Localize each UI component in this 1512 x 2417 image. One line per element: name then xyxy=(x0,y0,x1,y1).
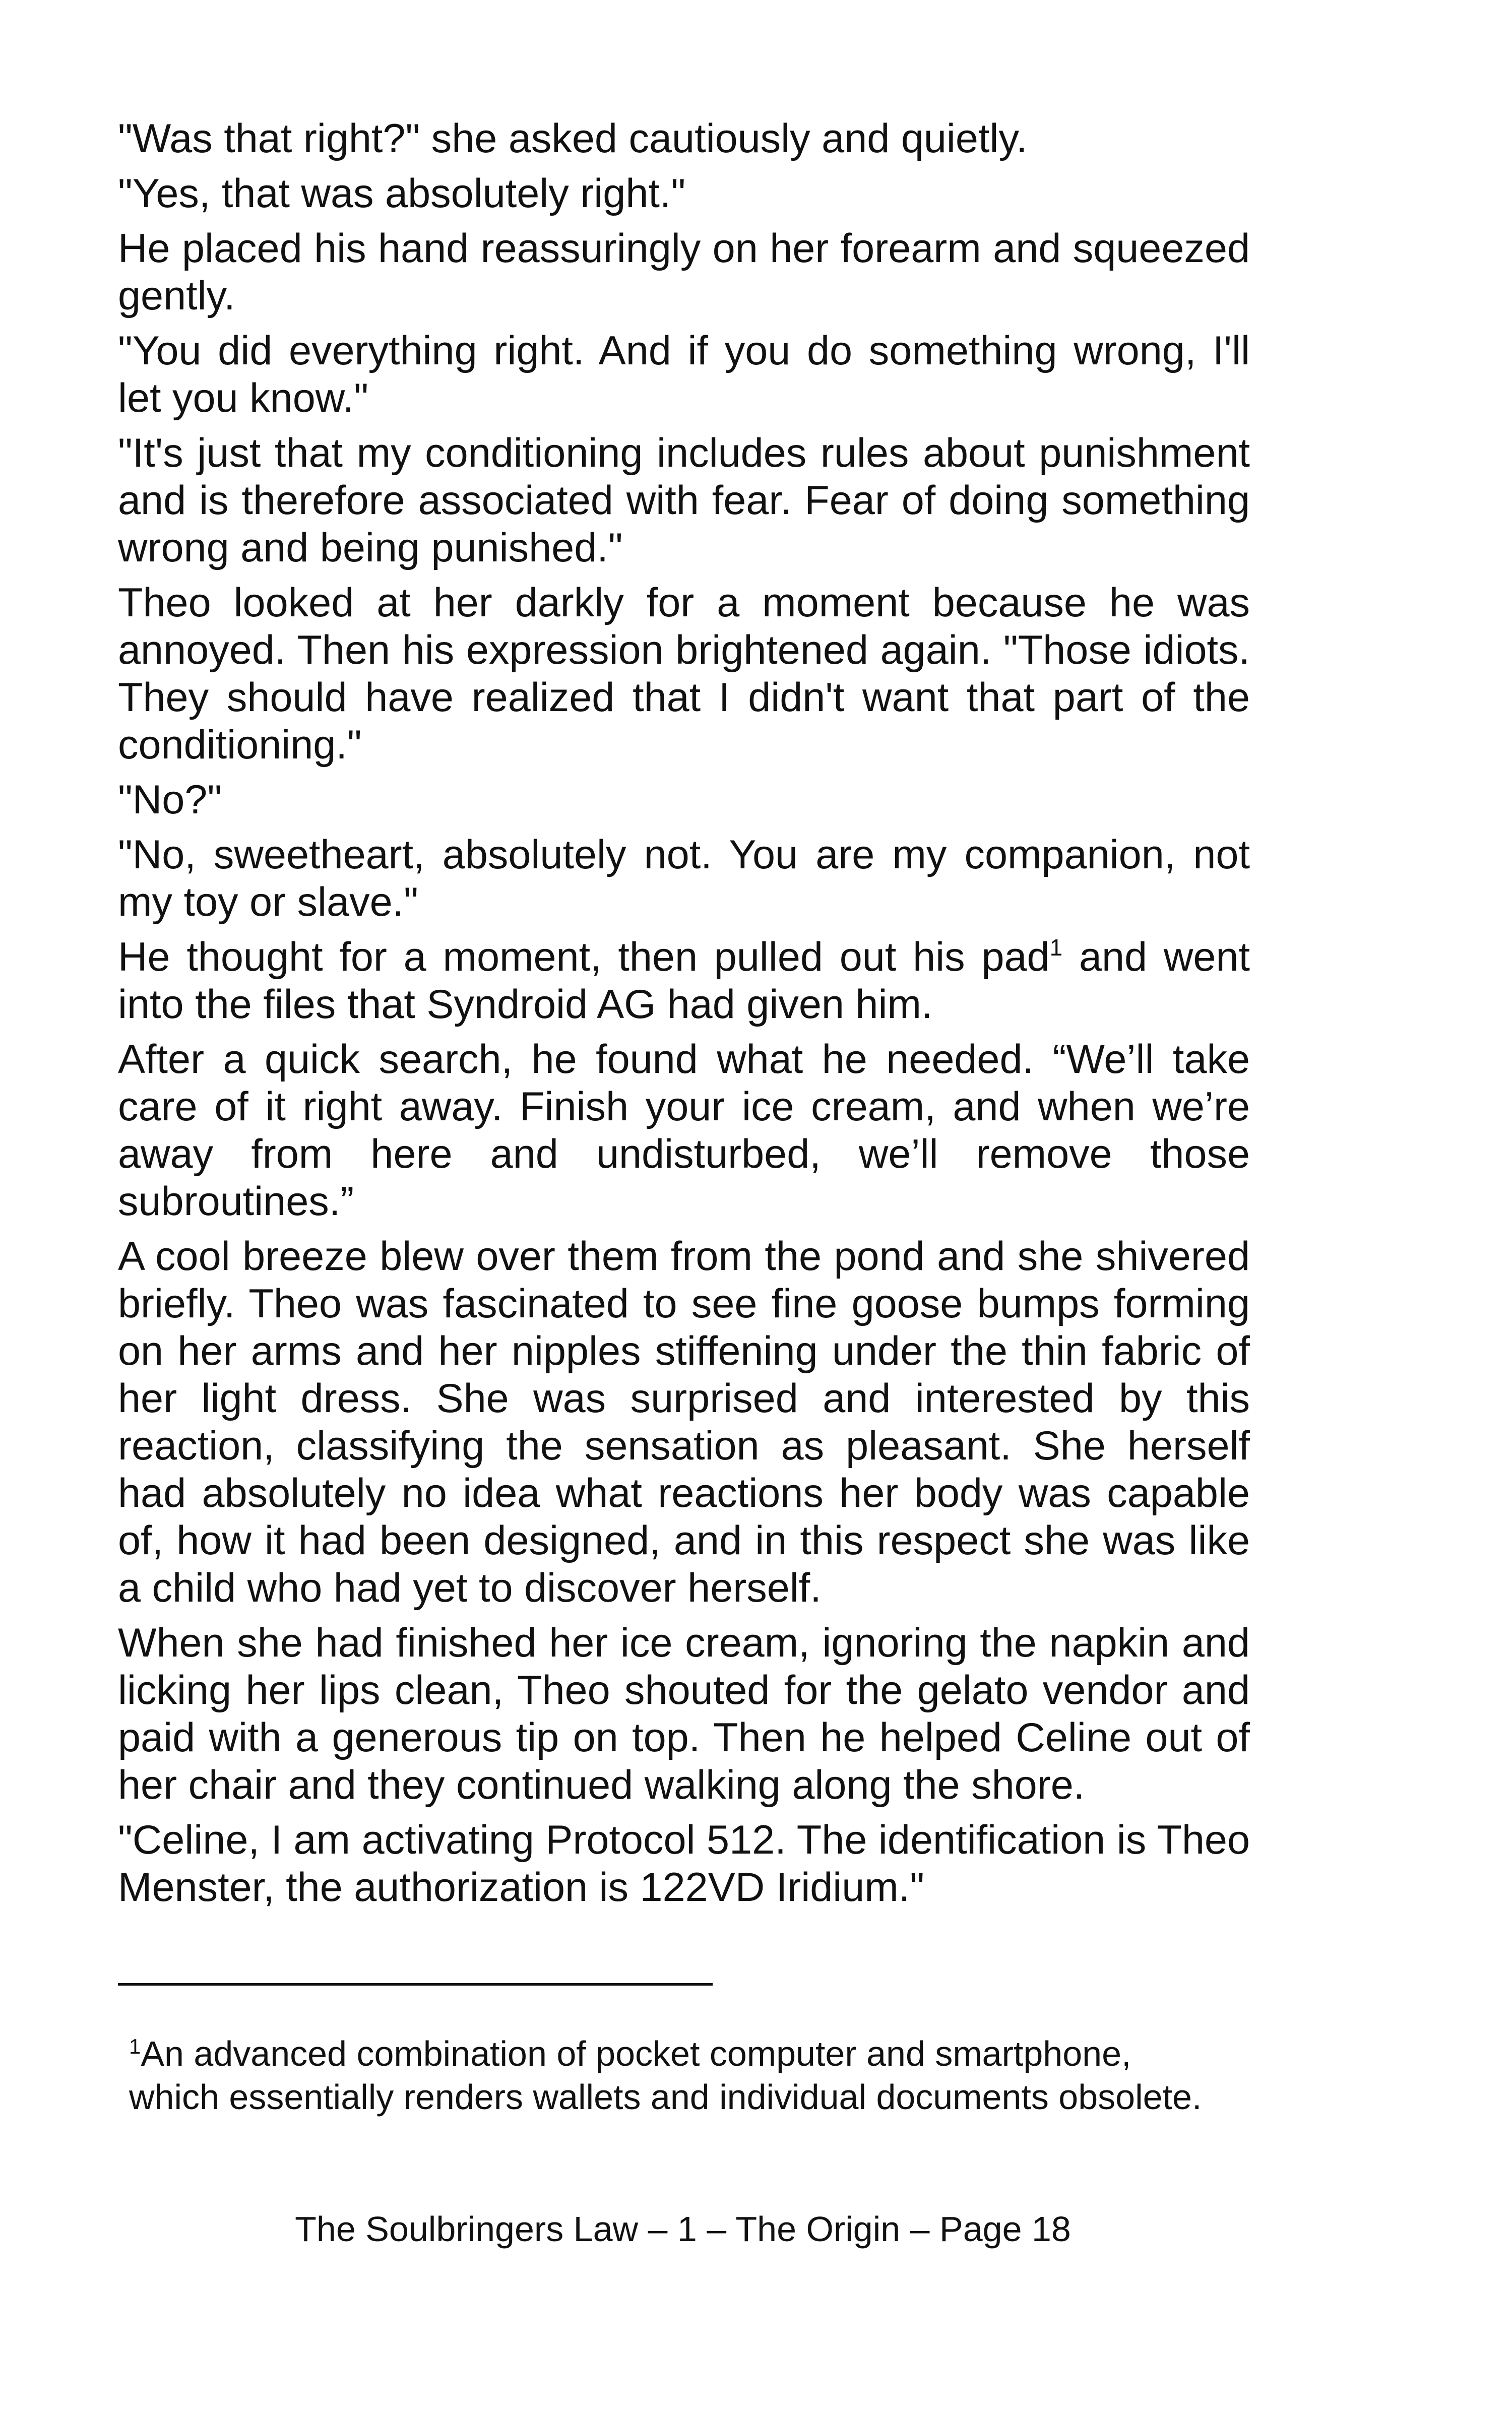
paragraph-text: and went into the files that Syndroid AG had given him. xyxy=(118,934,1250,1027)
paragraph: "Was that right?" she asked cautiously and quietly. xyxy=(118,116,1028,161)
paragraph: "It's just that my conditioning includes rules about punishment and is therefore associated with fear. Fear of doing something wrong and being punished." xyxy=(118,430,1250,570)
body-text xyxy=(118,115,1250,1919)
paragraph: When she had finished her ice cream, ignoring the napkin and licking her lips clean, Theo shouted for the gelato vendor and paid with a generous tip on top. Then he helped Celine out of her chair and they continued walking along the shore. xyxy=(118,1620,1250,1808)
paragraph: After a quick search, he found what he needed. “We’ll take care of it right away. Finish your ice cream, and when we’re away from here and undisturbed, we’ll remove those subroutines.” xyxy=(118,1037,1250,1224)
paragraph: He placed his hand reassuringly on her forearm and squeezed gently. xyxy=(118,226,1250,319)
paragraph: "No?" xyxy=(118,777,222,822)
footnote-text: An advanced combination of pocket computer and smartphone, which essentially renders wallets and individual documents obsolete. xyxy=(129,2034,1202,2117)
paragraph: A cool breeze blew over them from the pond and she shivered briefly. Theo was fascinated to see fine goose bumps forming on her arms and her nipples stiffening under the thin fabric of her light dress. She was surprised and interested by this reaction, classifying the sensation as pleasant. She herself had absolutely no idea what reactions her body was capable of, how it had been designed, and in this respect she was like a child who had yet to discover herself. xyxy=(118,1234,1250,1611)
paragraph: "Yes, that was absolutely right." xyxy=(118,171,686,216)
footnote-reference[interactable]: 1 xyxy=(1049,934,1063,961)
paragraph: "Celine, I am activating Protocol 512. The identification is Theo Menster, the authorization is 122VD Iridium." xyxy=(118,1817,1250,1910)
paragraph-text: He thought for a moment, then pulled out his pad xyxy=(118,934,1050,980)
paragraph: "You did everything right. And if you do something wrong, I'll let you know." xyxy=(118,328,1250,421)
page-footer: The Soulbringers Law – 1 – The Origin – Page 18 xyxy=(295,2209,1071,2249)
paragraph: "No, sweetheart, absolutely not. You are my companion, not my toy or slave." xyxy=(118,832,1250,925)
paragraph-with-footnote xyxy=(118,933,1250,1028)
footnote-divider xyxy=(118,1983,713,1986)
footnote-marker: 1 xyxy=(129,2034,141,2058)
footnote xyxy=(129,2032,1218,2119)
paragraph: Theo looked at her darkly for a moment because he was annoyed. Then his expression brightened again. "Those idiots. They should have realized that I didn't want that part of the conditioning." xyxy=(118,580,1250,768)
